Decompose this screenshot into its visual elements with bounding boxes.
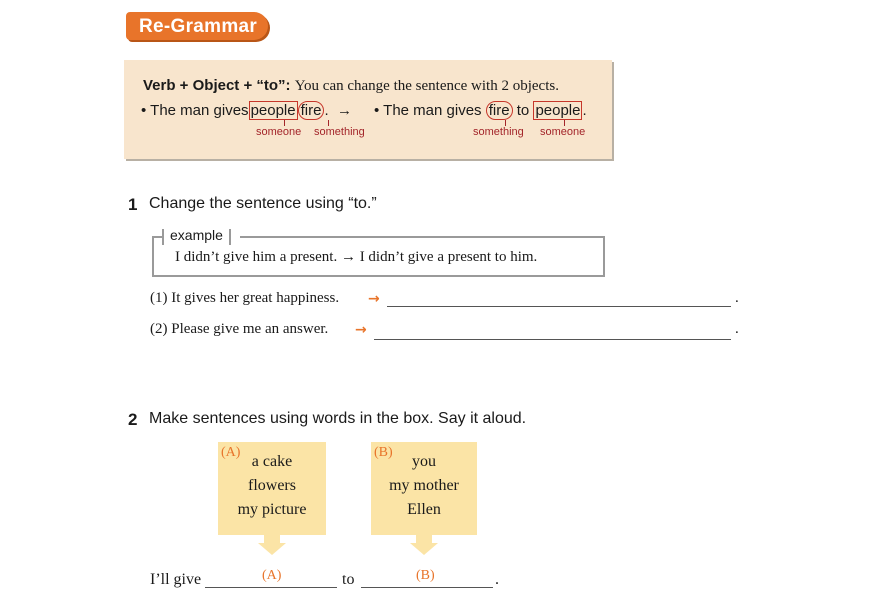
object-someone: people [250,102,296,119]
blank-a-label: (A) [262,568,282,583]
grammar-description: You can change the sentence with 2 objects. [294,78,559,94]
sentence-to: to [342,571,355,588]
down-arrow-icon [264,535,280,543]
word-option: my picture [237,501,307,518]
answer-blank-b[interactable] [361,587,493,588]
down-arrow-icon [416,535,432,543]
answer-blank-1[interactable] [387,306,731,307]
question-instruction: Make sentences using words in the box. Say it aloud. [149,410,527,427]
question-number: 2 [128,410,138,429]
exercise-item-2: (2) Please give me an answer. [150,321,329,337]
object-something: fire [298,101,325,120]
period: . [735,321,739,337]
word-option: a cake [251,453,293,470]
period: . [735,290,739,306]
section-tab-label: Re-Grammar [139,16,258,37]
tag-someone: someone [540,126,586,138]
example-sentence: I didn’t give him a present. → I didn’t give a present to him. [175,249,538,265]
arrow-icon: → [336,102,352,119]
object-someone: people [535,102,581,119]
question-number: 1 [128,195,138,214]
tag-something: something [314,126,365,138]
grammar-rule: Verb + Object + “to”: [143,77,291,94]
grammar-example-left: • The man gives people fire . → [141,102,352,119]
word-option: my mother [389,477,459,494]
grammar-title [143,77,559,95]
tag-someone: someone [256,126,302,138]
grammar-example-right: • The man gives fire to people . [374,102,587,119]
answer-blank-a[interactable] [205,587,337,588]
question-instruction: Change the sentence using “to.” [149,195,377,212]
sentence-start: I’ll give [150,571,202,588]
word-box-a-label: (A) [221,445,241,460]
period: . [495,571,499,588]
arrow-icon: → [368,291,380,307]
word-option: Ellen [407,501,441,518]
word-option: flowers [248,477,296,494]
exercise-item-1: (1) It gives her great happiness. [150,290,340,306]
section-tab [126,12,268,40]
word-option: you [412,453,436,470]
down-arrow-icon [258,543,286,555]
word-box-b-label: (B) [374,445,393,460]
arrow-icon: → [355,322,367,338]
object-something: fire [486,101,513,120]
blank-b-label: (B) [416,568,435,583]
tag-something: something [473,126,524,138]
example-label: example [162,227,231,243]
answer-blank-2[interactable] [374,339,731,340]
down-arrow-icon [410,543,438,555]
